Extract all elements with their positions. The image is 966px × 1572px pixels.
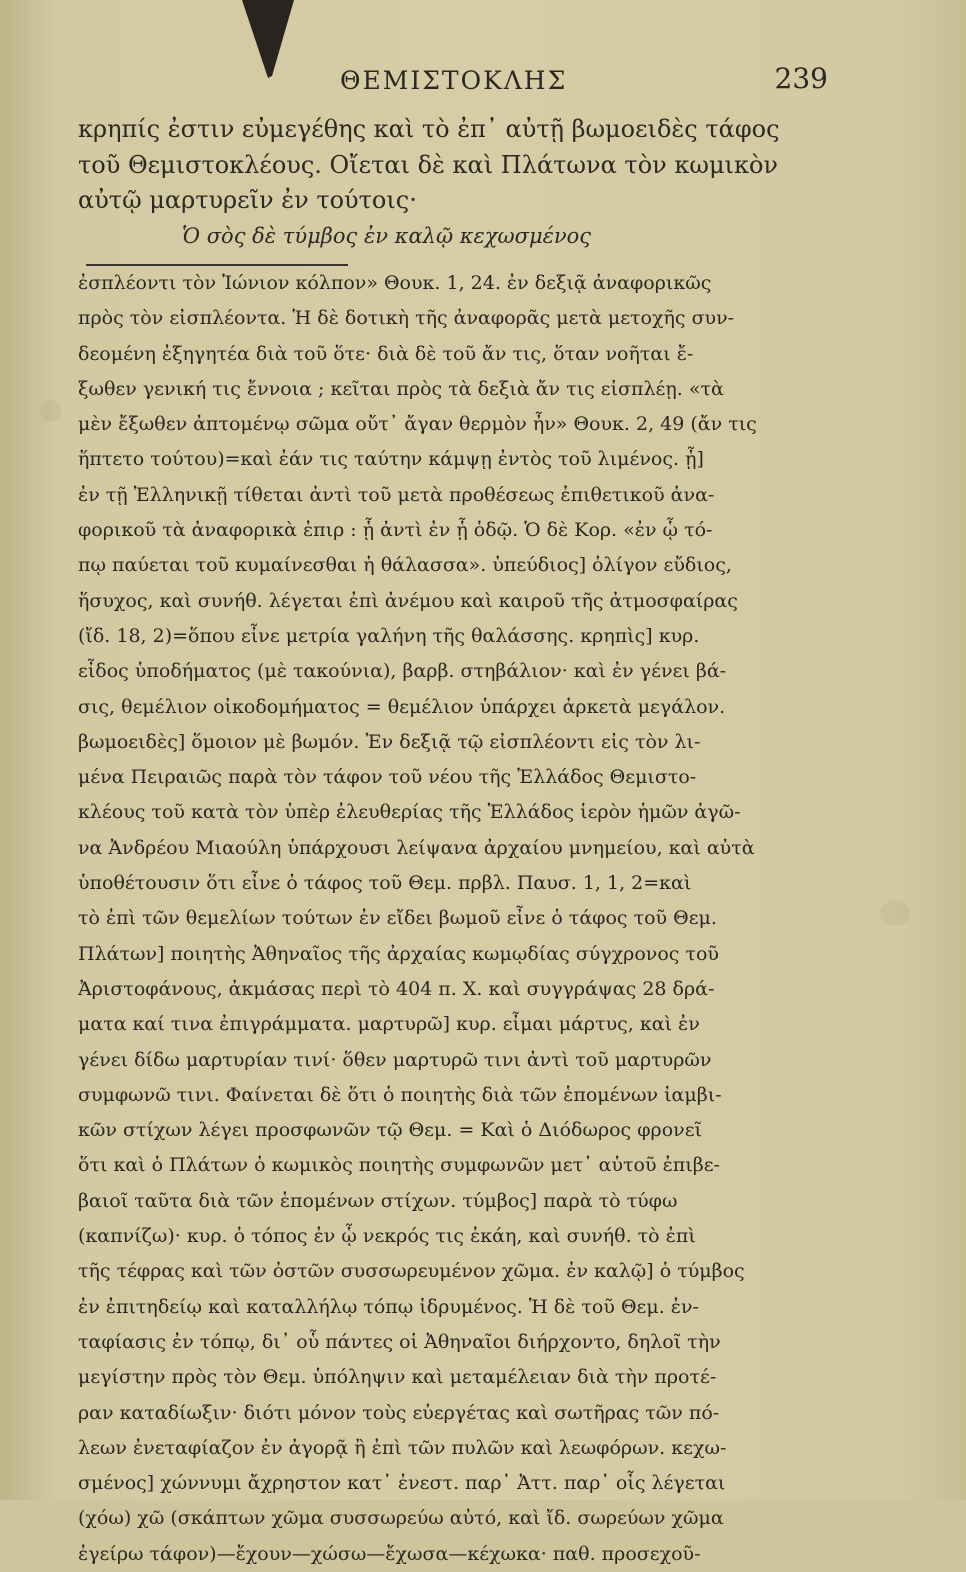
running-head: ΘΕΜΙΣΤΟΚΛΗΣ <box>340 66 568 95</box>
note-line: μένα Πειραιῶς παρὰ τὸν τάφον τοῦ νέου τῆς Ἑλλάδος Θεμιστο- <box>78 766 697 789</box>
note-line: σις, θεμέλιον οἰκοδομήματος = θεμέλιον ὑπάρχει ἀρκετὰ μεγάλον. <box>78 695 726 718</box>
note-line: φορικοῦ τὰ ἀναφορικὰ ἐπιρ : ᾗ ἀντὶ ἐν ᾗ ὁδῷ. Ὁ δὲ Κορ. «ἐν ᾧ τό- <box>78 519 713 542</box>
note-line: να Ἀνδρέου Μιαούλη ὑπάρχουσι λείψανα ἀρχαίου μνημείου, καὶ αὐτὰ <box>78 836 755 859</box>
note-line: σμένος] χώννυμι ἄχρηστον κατ᾽ ἐνεστ. παρ᾽ Ἀττ. παρ᾽ οἷς λέγεται <box>78 1472 726 1495</box>
note-line: πρὸς τὸν εἰσπλέοντα. Ἡ δὲ δοτικὴ τῆς ἀναφορᾶς μετὰ μετοχῆς συν- <box>78 307 735 330</box>
note-line: ἥσυχος, καὶ συνήθ. λέγεται ἐπὶ ἀνέμου καὶ καιροῦ τῆς ἀτμοσφαίρας <box>78 589 738 612</box>
main-text-line: τοῦ Θεμιστοκλέους. Οἴεται δὲ καὶ Πλάτωνα τὸν κωμικὸν <box>78 150 778 179</box>
note-line: γένει δίδω μαρτυρίαν τινί· ὅθεν μαρτυρῶ τινι ἀντὶ τοῦ μαρτυρῶν <box>78 1048 712 1071</box>
note-line: (χόω) χῶ (σκάπτων χῶμα συσσωρεύω αὐτό, καὶ ἴδ. σωρεύων χῶμα <box>78 1507 724 1530</box>
note-line: μὲν ἔξωθεν ἀπτομένῳ σῶμα οὔτ᾽ ἄγαν θερμὸν ἦν» Θουκ. 2, 49 (ἄν τις <box>78 413 757 436</box>
note-line: ὑποθέτουσιν ὅτι εἶνε ὁ τάφος τοῦ Θεμ. πρβλ. Παυσ. 1, 1, 2=καὶ <box>78 872 692 895</box>
note-line: ἐν ἐπιτηδείῳ καὶ καταλλήλῳ τόπῳ ἱδρυμένος. Ἡ δὲ τοῦ Θεμ. ἐν- <box>78 1295 699 1318</box>
note-line: ἥπτετο τούτου)=καὶ ἐάν τις ταύτην κάμψῃ ἐντὸς τοῦ λιμένος. ᾗ] <box>78 448 704 471</box>
note-line: εἶδος ὑποδήματος (μὲ τακούνια), βαρβ. στηβάλιον· καὶ ἐν γένει βά- <box>78 660 727 683</box>
note-line: (ἴδ. 18, 2)=ὅπου εἶνε μετρία γαλήνη τῆς θαλάσσης. κρηπὶς] κυρ. <box>78 624 700 647</box>
note-line: τῆς τέφρας καὶ τῶν ὀστῶν συσσωρευμένον χῶμα. ἐν καλῷ] ὁ τύμβος <box>78 1260 745 1283</box>
paper-stain <box>40 400 62 422</box>
main-text-line: αὐτῷ μαρτυρεῖν ἐν τούτοις· <box>78 186 417 214</box>
verse-quotation: Ὁ σὸς δὲ τύμβος ἐν καλῷ κεχωσμένος <box>182 223 592 248</box>
note-line: ματα καί τινα ἐπιγράμματα. μαρτυρῶ] κυρ. εἶμαι μάρτυς, καὶ ἐν <box>78 1013 700 1036</box>
note-line: Πλάτων] ποιητὴς Ἀθηναῖος τῆς ἀρχαίας κωμῳδίας σύγχρονος τοῦ <box>78 942 719 965</box>
note-line: ὅτι καὶ ὁ Πλάτων ὁ κωμικὸς ποιητὴς συμφωνῶν μετ᾽ αὐτοῦ ἐπιβε- <box>78 1154 720 1177</box>
commentary-notes <box>78 266 840 1572</box>
note-line: πῳ παύεται τοῦ κυμαίνεσθαι ἡ θάλασσα». ὑπεύδιος] ὀλίγον εὔδιος, <box>78 554 732 577</box>
note-line: κῶν στίχων λέγει προσφωνῶν τῷ Θεμ. = Καὶ ὁ Διόδωρος φρονεῖ <box>78 1119 702 1142</box>
note-line: ταφίασις ἐν τόπῳ, δι᾽ οὗ πάντες οἱ Ἀθηναῖοι διήρχοντο, δηλοῖ τὴν <box>78 1330 721 1353</box>
note-line: λεων ἐνεταφίαζον ἐν ἀγορᾷ ἢ ἐπὶ τῶν πυλῶν καὶ λεωφόρων. κεχω- <box>78 1436 727 1459</box>
note-line: ἐν τῇ Ἑλληνικῇ τίθεται ἀντὶ τοῦ μετὰ προθέσεως ἐπιθετικοῦ ἀνα- <box>78 483 715 506</box>
note-line: κλέους τοῦ κατὰ τὸν ὑπὲρ ἐλευθερίας τῆς Ἑλλάδος ἱερὸν ἡμῶν ἀγῶ- <box>78 801 741 824</box>
note-line: δεομένη ἐξηγητέα διὰ τοῦ ὅτε· διὰ δὲ τοῦ ἄν τις, ὅταν νοῆται ἔ- <box>78 342 694 365</box>
note-line: βαιοῖ ταῦτα διὰ τῶν ἑπομένων στίχων. τύμβος] παρὰ τὸ τύφω <box>78 1189 678 1212</box>
main-text <box>78 112 838 254</box>
note-line: μεγίστην πρὸς τὸν Θεμ. ὑπόληψιν καὶ μεταμέλειαν διὰ τὴν προτέ- <box>78 1366 717 1389</box>
main-text-line: κρηπίς ἐστιν εὐμεγέθης καὶ τὸ ἐπ᾽ αὐτῇ βωμοειδὲς τάφος <box>78 115 780 143</box>
note-line: τὸ ἐπὶ τῶν θεμελίων τούτων ἐν εἴδει βωμοῦ εἶνε ὁ τάφος τοῦ Θεμ. <box>78 907 717 930</box>
note-line: ἐγείρω τάφον)—ἔχουν—χώσω—ἔχωσα—κέχωκα· παθ. προσεχοῦ- <box>78 1542 701 1565</box>
note-line: συμφωνῶ τινι. Φαίνεται δὲ ὅτι ὁ ποιητὴς διὰ τῶν ἑπομένων ἰαμβι- <box>78 1083 722 1106</box>
note-line: (καπνίζω)· κυρ. ὁ τόπος ἐν ᾧ νεκρός τις ἐκάη, καὶ συνήθ. τὸ ἐπὶ <box>78 1225 696 1248</box>
note-line: ἐσπλέοντι τὸν Ἰώνιον κόλπον» Θουκ. 1, 24. ἐν δεξιᾷ ἀναφορικῶς <box>78 272 712 294</box>
note-line: Ἀριστοφάνους, ἀκμάσας περὶ τὸ 404 π. Χ. καὶ συγγράψας 28 δρά- <box>78 977 715 1000</box>
page-header <box>88 62 828 98</box>
note-line: ραν καταδίωξιν· διότι μόνον τοὺς εὐεργέτας καὶ σωτῆρας τῶν πό- <box>78 1401 720 1424</box>
page-number: 239 <box>774 62 828 95</box>
note-line: βωμοειδὲς] ὅμοιον μὲ βωμόν. Ἐν δεξιᾷ τῷ εἰσπλέοντι εἰς τὸν λι- <box>78 730 701 753</box>
paper-stain <box>880 900 910 926</box>
note-line: ξωθεν γενική τις ἔννοια ; κεῖται πρὸς τὰ δεξιὰ ἄν τις εἰσπλέῃ. «τὰ <box>78 377 724 400</box>
